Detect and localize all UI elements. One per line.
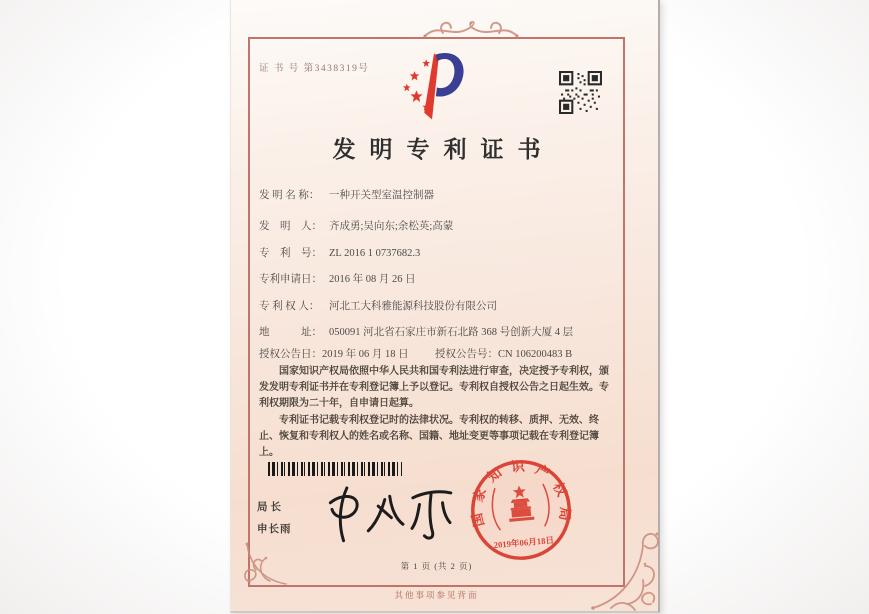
svg-text:知: 知 (484, 464, 505, 485)
signer-name: 申长雨 (257, 524, 292, 535)
field-row-inventors (259, 218, 453, 233)
field-value: 一种开关型室温控制器 (329, 190, 434, 201)
legal-paragraph-2: 专利证书记载专利权登记时的法律状况。专利权的转移、质押、无效、终止、恢复和专利权人的姓名或名称、国籍、地址变更等事项记载在专利登记簿上。 (259, 414, 599, 458)
certificate-paper (230, 0, 660, 613)
svg-text:识: 识 (510, 458, 526, 475)
svg-text:权: 权 (550, 479, 570, 499)
grant-row (259, 346, 621, 361)
svg-text:国: 国 (469, 511, 487, 529)
field-row-patent-number (259, 245, 420, 260)
field-row-filing-date (259, 271, 416, 286)
field-label: 发 明 人： (259, 221, 322, 232)
seal-date: 2019年06月18日 (493, 534, 555, 551)
svg-text:家: 家 (470, 486, 489, 504)
grant-no-label: 授权公告号： (435, 349, 498, 360)
field-value: ZL 2016 1 0737682.3 (329, 248, 421, 259)
field-label: 专 利 号： (259, 248, 322, 259)
top-flourish-ornament (421, 14, 521, 46)
legal-paragraph-1: 国家知识产权局依照中华人民共和国专利法进行审查，决定授予专利权，颁发发明专利证书并在专利登记簿上予以登记。专利权自授权公告之日起生效。专利权期限为二十年，自申请日起算。 (259, 366, 609, 410)
field-value: 河北工大科雅能源科技股份有限公司 (329, 301, 497, 312)
back-side-note: 其他事项参见背面 (394, 590, 479, 600)
page-number: 第 1 页 (共 2 页) (400, 561, 473, 571)
grant-no: CN 106200483 B (498, 349, 573, 360)
field-label: 地 址： (259, 327, 322, 338)
official-seal (464, 453, 579, 568)
field-label: 专 利 权 人： (259, 301, 320, 312)
grant-date: 2019 年 06 月 18 日 (322, 349, 409, 360)
svg-text:产: 产 (532, 461, 552, 482)
field-row-patentee (259, 298, 497, 313)
legal-text (259, 364, 615, 461)
field-value: 050091 河北省石家庄市新石北路 368 号创新大厦 4 层 (329, 327, 574, 338)
grant-date-label: 授权公告日： (259, 349, 322, 360)
field-row-address (259, 324, 573, 339)
field-row-invention-name (259, 187, 434, 202)
signature-handwriting (299, 472, 464, 560)
field-label: 发 明 名 称： (259, 190, 320, 201)
cnipa-logo-icon (399, 50, 467, 124)
field-label: 专利申请日： (259, 274, 322, 285)
signer-title: 局长 (257, 502, 284, 513)
field-value: 2016 年 08 月 26 日 (329, 274, 416, 285)
qr-code-icon (559, 71, 602, 114)
certificate-title: 发明专利证书 (332, 137, 555, 162)
field-value: 齐成勇;吴向东;余松英;高蒙 (329, 221, 454, 232)
logo-blue-bowl (436, 53, 464, 97)
svg-text:局: 局 (556, 506, 573, 522)
certificate-number: 证 书 号 第3438319号 (259, 64, 370, 74)
